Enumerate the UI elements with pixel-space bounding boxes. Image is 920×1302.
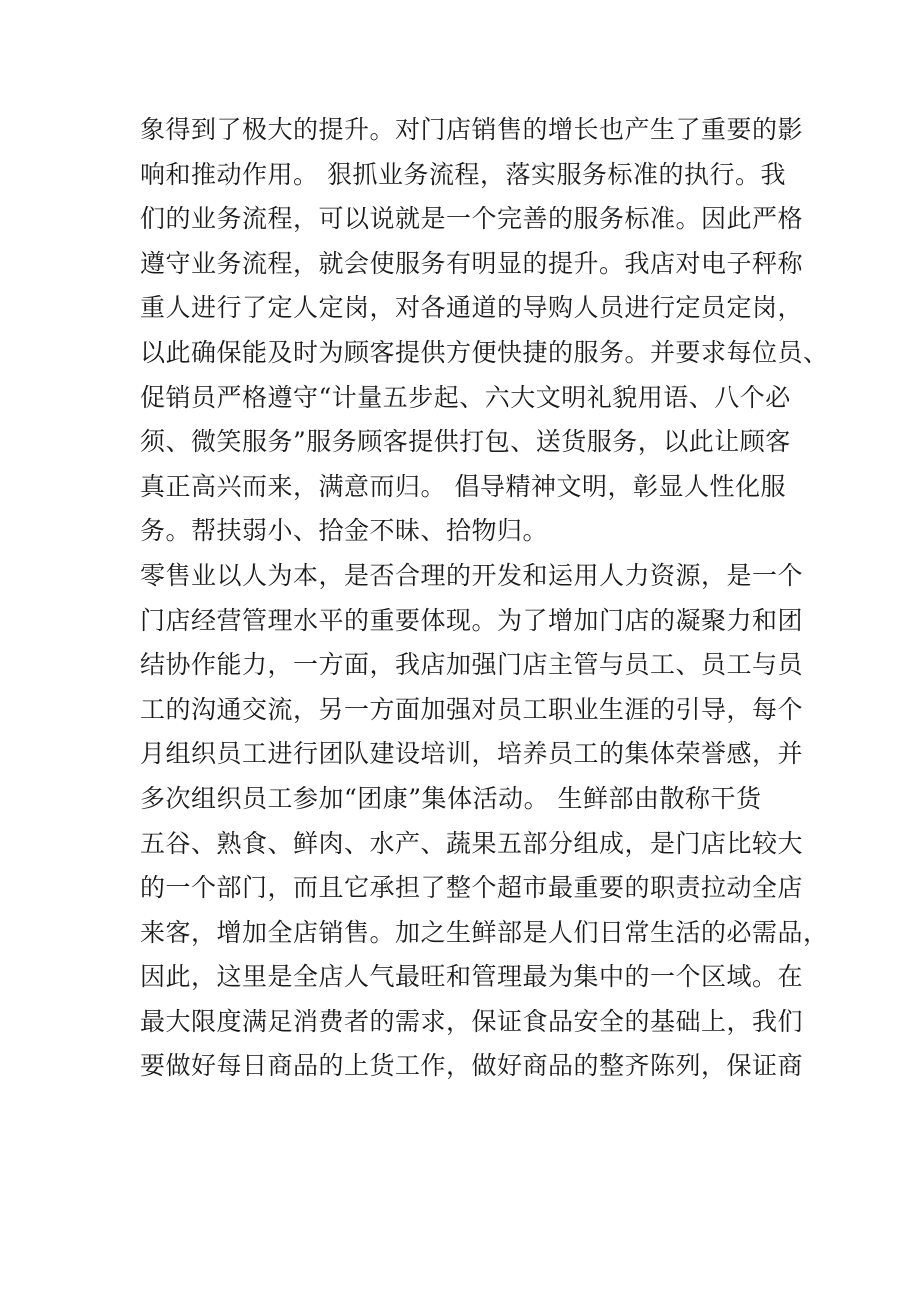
text-line: 因此，这里是全店人气最旺和管理最为集中的一个区域。在: [140, 962, 804, 992]
text-line: 要做好每日商品的上货工作，做好商品的整齐陈列，保证商: [140, 1051, 804, 1081]
text-line: 结协作能力，一方面，我店加强门店主管与员工、员工与员: [140, 650, 804, 680]
text-line: 多次组织员工参加“团康”集体活动。 生鲜部由散称干货: [140, 783, 762, 813]
text-line: 的一个部门，而且它承担了整个超市最重要的职责拉动全店: [140, 873, 804, 903]
body-text: [140, 108, 829, 1089]
text-line: 促销员严格遵守“计量五步起、六大文明礼貌用语、八个必: [140, 382, 791, 412]
text-line: 遵守业务流程，就会使服务有明显的提升。我店对电子秤称: [140, 248, 804, 278]
text-line: 务。帮扶弱小、拾金不昧、拾物归。: [140, 516, 549, 546]
text-line: 真正高兴而来，满意而归。 倡导精神文明，彰显人性化服: [140, 471, 786, 501]
text-line: 工的沟通交流，另一方面加强对员工职业生涯的引导，每个: [140, 694, 804, 724]
text-line: 们的业务流程，可以说就是一个完善的服务标准。因此严格: [140, 204, 804, 234]
text-line: 象得到了极大的提升。对门店销售的增长也产生了重要的影: [140, 115, 804, 144]
text-line: 月组织员工进行团队建设培训，培养员工的集体荣誉感，并: [140, 739, 804, 769]
text-line: 重人进行了定人定岗，对各通道的导购人员进行定员定岗，: [140, 293, 804, 323]
text-line: 须、微笑服务”服务顾客提供打包、送货服务，以此让顾客: [140, 427, 791, 457]
text-line: 以此确保能及时为顾客提供方便快捷的服务。并要求每位员、: [140, 337, 829, 367]
text-line: 门店经营管理水平的重要体现。为了增加门店的凝聚力和团: [140, 605, 804, 635]
text-line: 来客，增加全店销售。加之生鲜部是人们日常生活的必需品，: [140, 917, 829, 947]
text-line: 五谷、熟食、鲜肉、水产、蔬果五部分组成，是门店比较大: [140, 828, 804, 858]
text-line: 响和推动作用。 狠抓业务流程，落实服务标准的执行。我: [140, 159, 786, 189]
text-line: 最大限度满足消费者的需求，保证食品安全的基础上，我们: [140, 1006, 804, 1036]
text-line: 零售业以人为本，是否合理的开发和运用人力资源，是一个: [140, 560, 804, 590]
